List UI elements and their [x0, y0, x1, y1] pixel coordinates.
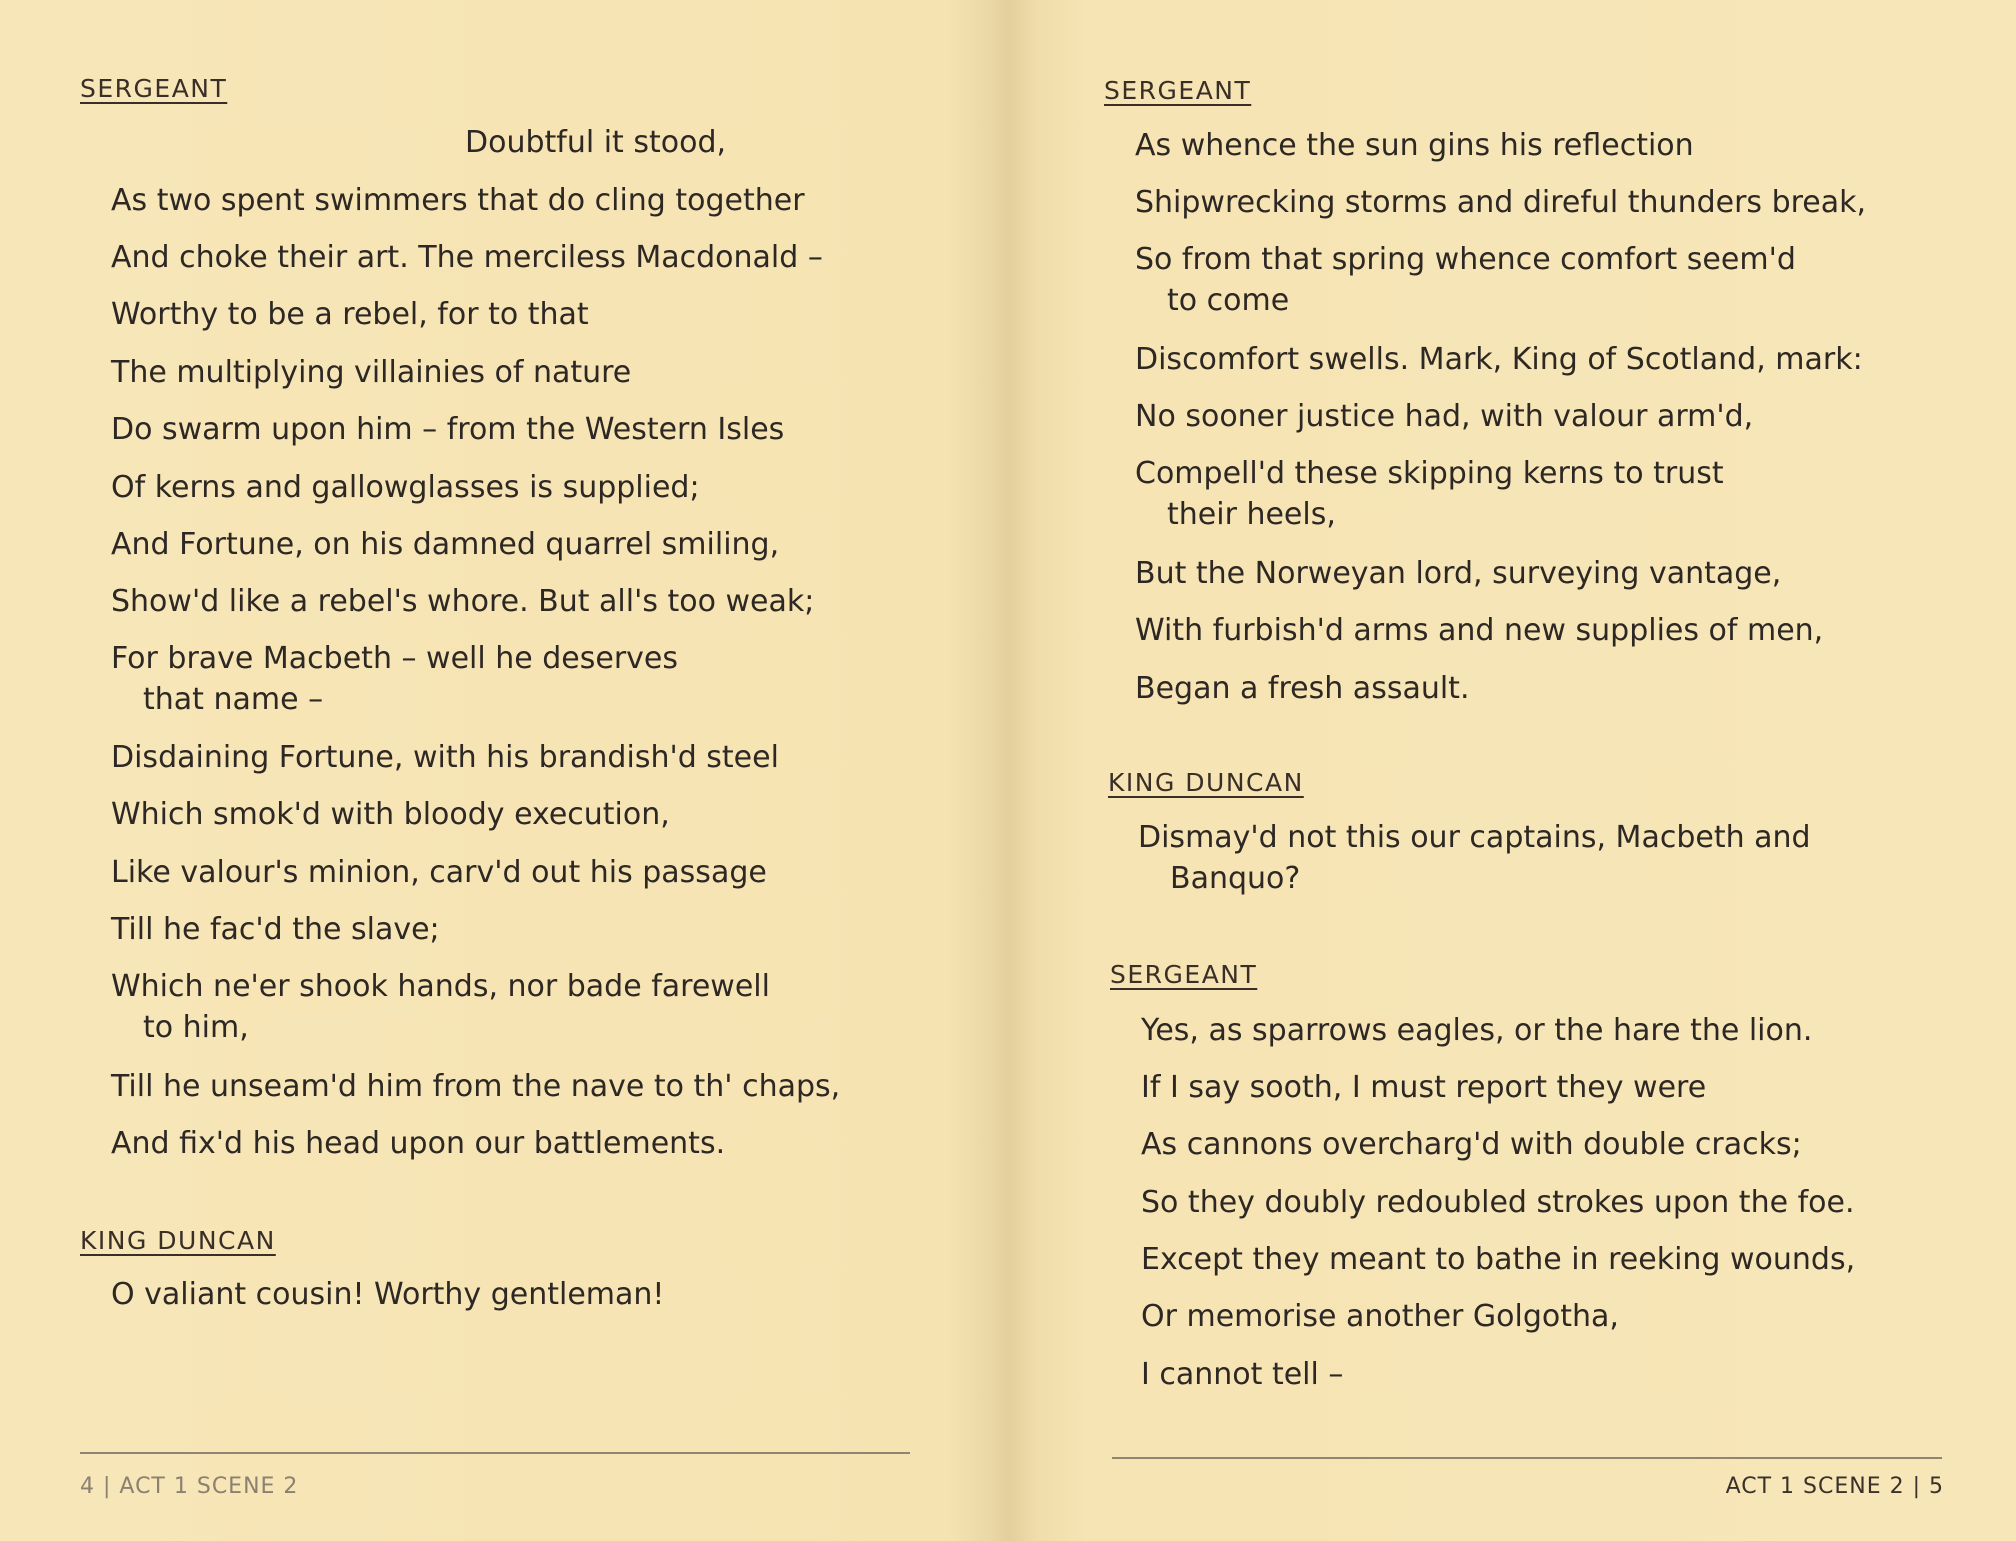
verse-line-continuation: to him, — [143, 1010, 249, 1045]
footer-rule — [1112, 1457, 1942, 1459]
verse-line: And choke their art. The merciless Macdonald – — [111, 240, 823, 275]
speaker-label: SERGEANT — [80, 74, 228, 103]
verse-line: With furbish'd arms and new supplies of men, — [1135, 613, 1824, 648]
verse-line: Like valour's minion, carv'd out his passage — [111, 855, 767, 890]
page-footer — [80, 1474, 298, 1499]
speaker-label: KING DUNCAN — [1108, 768, 1304, 797]
verse-line: As cannons overcharg'd with double cracks; — [1141, 1127, 1802, 1162]
verse-line: Discomfort swells. Mark, King of Scotland, mark: — [1135, 342, 1863, 377]
verse-line: Of kerns and gallowglasses is supplied; — [111, 470, 700, 505]
verse-line-continuation: their heels, — [1167, 497, 1336, 532]
verse-line-text: So from that spring whence comfort seem'd — [1135, 242, 1796, 277]
verse-line: O valiant cousin! Worthy gentleman! — [111, 1277, 665, 1312]
verse-line: If I say sooth, I must report they were — [1141, 1070, 1707, 1105]
verse-line-continuation: to come — [1167, 283, 1290, 318]
verse-line: I cannot tell – — [1141, 1357, 1344, 1392]
verse-line — [1135, 242, 1796, 318]
verse-line: The multiplying villainies of nature — [111, 355, 632, 390]
verse-line: Which smok'd with bloody execution, — [111, 797, 670, 832]
speaker-label: KING DUNCAN — [80, 1226, 276, 1255]
page-number: 5 — [1929, 1474, 1944, 1499]
footer-separator: | — [103, 1474, 120, 1499]
running-footer: ACT 1 SCENE 2 — [119, 1474, 299, 1499]
verse-line: And Fortune, on his damned quarrel smiling, — [111, 527, 780, 562]
verse-line: Or memorise another Golgotha, — [1141, 1299, 1619, 1334]
footer-separator: | — [1912, 1474, 1929, 1499]
speaker-label: SERGEANT — [1110, 960, 1258, 989]
verse-line: Yes, as sparrows eagles, or the hare the lion. — [1141, 1013, 1813, 1048]
page-number: 4 — [80, 1474, 95, 1499]
verse-line: Shipwrecking storms and direful thunders break, — [1135, 185, 1867, 220]
verse-line: So they doubly redoubled strokes upon the foe. — [1141, 1185, 1855, 1220]
verse-line: And fix'd his head upon our battlements. — [111, 1126, 726, 1161]
verse-line-text: For brave Macbeth – well he deserves — [111, 641, 678, 676]
verse-line — [111, 969, 770, 1045]
verse-line: Worthy to be a rebel, for to that — [111, 297, 589, 332]
verse-line: But the Norweyan lord, surveying vantage, — [1135, 556, 1782, 591]
verse-line: As two spent swimmers that do cling together — [111, 183, 805, 218]
running-footer: ACT 1 SCENE 2 — [1725, 1474, 1905, 1499]
verse-line-text: Which ne'er shook hands, nor bade farewell — [111, 969, 770, 1004]
verse-line-continuation: Banquo? — [1170, 861, 1301, 896]
verse-line: Show'd like a rebel's whore. But all's too weak; — [111, 584, 815, 619]
verse-line-text: Dismay'd not this our captains, Macbeth and — [1138, 820, 1811, 855]
verse-line — [111, 641, 678, 717]
verse-line-continuation: that name – — [143, 682, 324, 717]
verse-line: No sooner justice had, with valour arm'd, — [1135, 399, 1754, 434]
left-page — [0, 0, 1000, 1541]
verse-line — [1138, 820, 1811, 896]
speaker-label: SERGEANT — [1104, 76, 1252, 105]
right-page — [1016, 0, 2016, 1541]
verse-line: As whence the sun gins his reflection — [1135, 128, 1694, 163]
footer-rule — [80, 1452, 910, 1454]
verse-line: Do swarm upon him – from the Western Isles — [111, 412, 785, 447]
verse-line-text: Compell'd these skipping kerns to trust — [1135, 456, 1724, 491]
verse-line: Till he fac'd the slave; — [111, 912, 440, 947]
verse-line: Except they meant to bathe in reeking wounds, — [1141, 1242, 1856, 1277]
verse-line: Till he unseam'd him from the nave to th' chaps, — [111, 1069, 841, 1104]
page-footer — [1726, 1474, 1944, 1499]
verse-line: Began a fresh assault. — [1135, 671, 1470, 706]
verse-line: Doubtful it stood, — [465, 125, 727, 160]
verse-line — [1135, 456, 1724, 532]
verse-line: Disdaining Fortune, with his brandish'd steel — [111, 740, 779, 775]
